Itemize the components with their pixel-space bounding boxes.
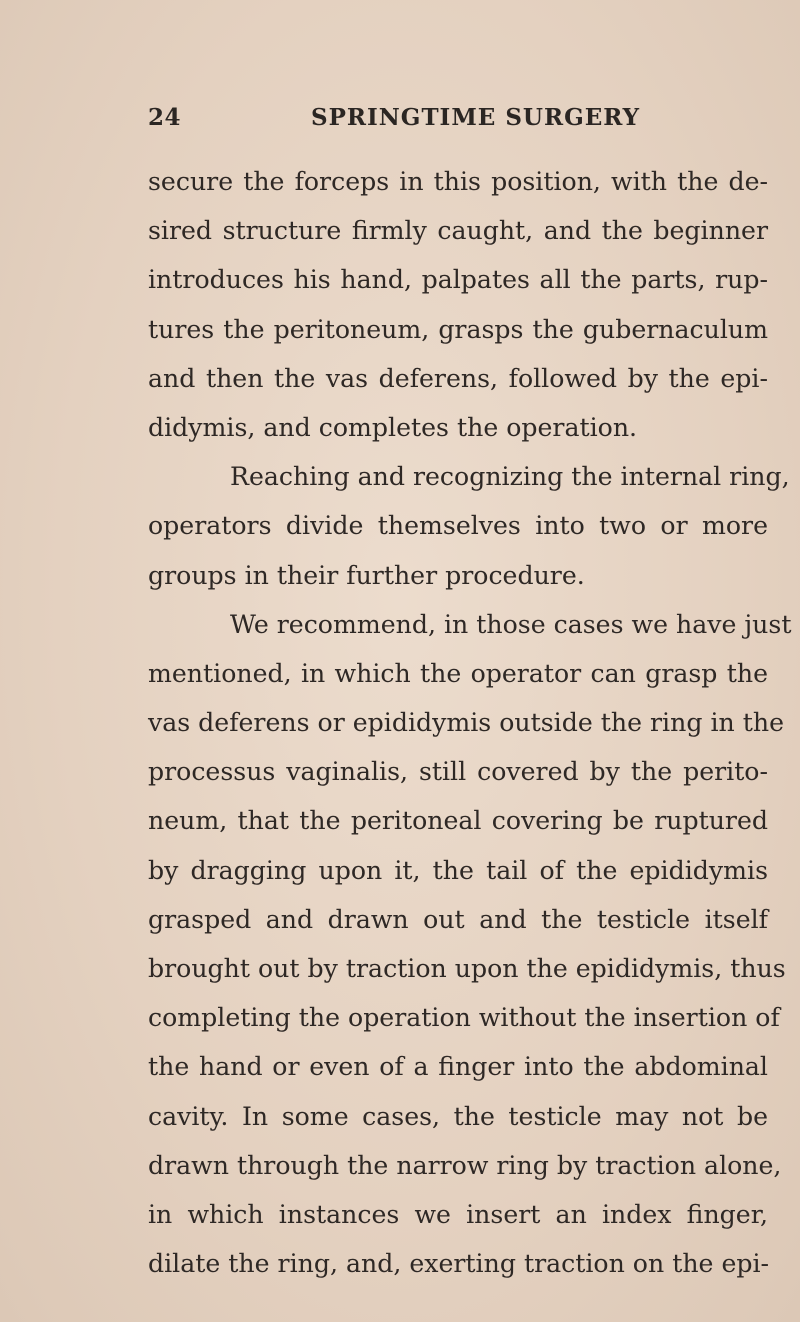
- text-line: drawn through the narrow ring by traction alone,: [148, 1150, 782, 1180]
- text-line: didymis, and completes the operation.: [148, 412, 638, 442]
- text-line: cavity. In some cases, the testicle may not be: [148, 1101, 768, 1131]
- text-line: sired structure firmly caught, and the beginner: [148, 216, 768, 246]
- text-line: neum, that the peritoneal covering be ruptured: [148, 806, 768, 836]
- text-line: brought out by traction upon the epididymis, thus: [148, 954, 786, 983]
- text-line: operators divide themselves into two or more: [148, 511, 768, 541]
- text-line: dilate the ring, and, exerting traction on the epi-: [148, 1249, 770, 1279]
- text-line: grasped and drawn out and the testicle itself: [148, 904, 768, 934]
- running-title: SPRINGTIME SURGERY: [311, 104, 641, 131]
- text-line: completing the operation without the insertion of: [148, 1003, 780, 1033]
- text-line: the hand or even of a finger into the abdominal: [148, 1052, 768, 1082]
- text-line: mentioned, in which the operator can grasp the: [148, 658, 768, 688]
- text-line: groups in their further procedure.: [148, 560, 585, 590]
- text-line: in which instances we insert an index finger,: [148, 1199, 768, 1229]
- text-line: tures the peritoneum, grasps the gubernaculum: [148, 314, 768, 344]
- text-line: and then the vas deferens, followed by the epi-: [148, 363, 768, 393]
- body-text: [148, 157, 792, 1288]
- text-line: Reaching and recognizing the internal ring,: [230, 462, 790, 492]
- text-line: secure the forceps in this position, with the de-: [148, 167, 768, 196]
- page-number: 24: [148, 104, 182, 131]
- text-line: We recommend, in those cases we have just: [230, 609, 792, 639]
- text-line: by dragging upon it, the tail of the epididymis: [148, 855, 768, 885]
- text-line: introduces his hand, palpates all the parts, rup-: [148, 265, 768, 295]
- page-header: [148, 104, 708, 144]
- text-line: processus vaginalis, still covered by the perito-: [148, 757, 768, 787]
- text-line: vas deferens or epididymis outside the ring in the: [148, 708, 784, 738]
